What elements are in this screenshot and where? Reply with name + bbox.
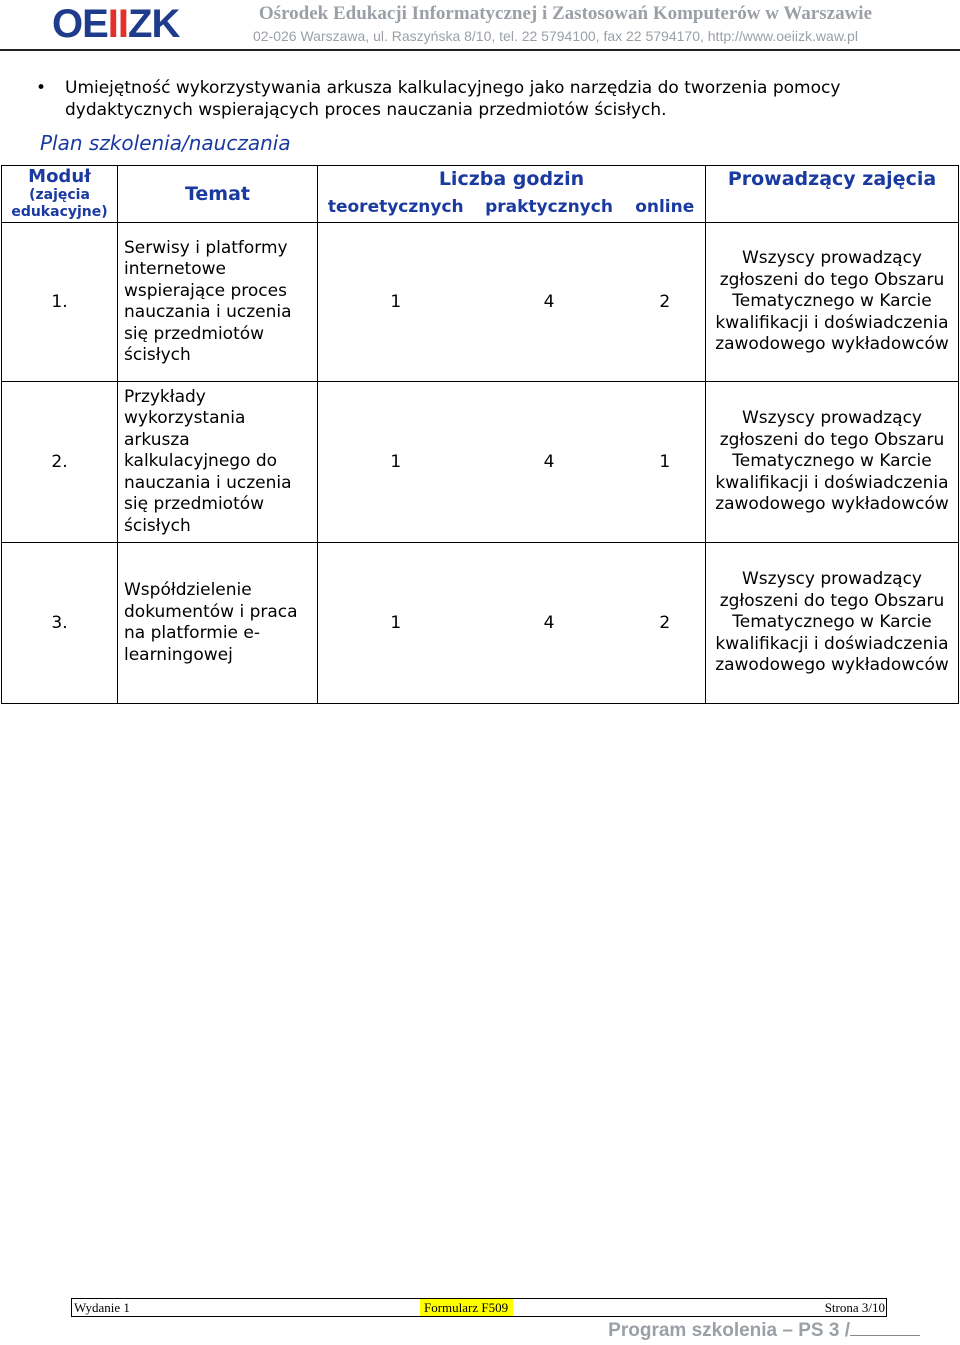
footer-edition: Wydanie 1 (74, 1300, 130, 1315)
row-number: 1. (2, 223, 118, 382)
row-lecturers: Wszyscy prowadzący zgłoszeni do tego Obszaru Tematycznego w Karcie kwalifikacji i doświadczenia zawodowego wykładowców (706, 223, 959, 382)
footer-program-title (608, 1320, 920, 1342)
header-divider (0, 49, 960, 51)
header-lecturers-spacer (706, 192, 959, 223)
header-lecturers: Prowadzący zajęcia (706, 166, 959, 193)
row-number: 3. (2, 543, 118, 704)
header-practice: praktycznych (474, 192, 625, 223)
header-module-sub: (zajęcia edukacyjne) (11, 187, 108, 220)
footer-page: Strona 3/10 (824, 1300, 885, 1315)
row-topic: Serwisy i platformy internetowe wspierające proces nauczania i uczenia się przedmiotów ścisłych (118, 223, 318, 382)
bullet-text: Umiejętność wykorzystywania arkusza kalkulacyjnego jako narzędzia do tworzenia pomocy dydaktycznych wspierających proces nauczania przedmiotów ścisłych. (65, 78, 841, 120)
logo-part-oe: OE (52, 2, 108, 46)
row-online-hours: 2 (625, 543, 706, 704)
header-topic: Temat (118, 166, 318, 223)
logo-part-zk: ZK (128, 2, 180, 46)
row-theory-hours: 1 (318, 223, 474, 382)
header-theory: teoretycznych (318, 192, 474, 223)
table-row (2, 543, 959, 704)
bullet-icon: • (36, 78, 47, 98)
organization-name: Ośrodek Edukacji Informatycznej i Zastosowań Komputerów w Warszawie (258, 3, 872, 24)
logo-text (52, 4, 179, 44)
header-module-label: Moduł (28, 166, 91, 187)
row-topic: Przykłady wykorzystania arkusza kalkulacyjnego do nauczania i uczenia się przedmiotów ścisłych (118, 382, 318, 543)
bullet-item (36, 77, 926, 121)
footer-box (71, 1298, 887, 1317)
training-plan-table (1, 165, 959, 704)
header-online: online (625, 192, 706, 223)
table-row (2, 382, 959, 543)
row-online-hours: 2 (625, 223, 706, 382)
row-practice-hours: 4 (474, 382, 625, 543)
row-topic: Współdzielenie dokumentów i praca na platformie e-learningowej (118, 543, 318, 704)
table-row (2, 223, 959, 382)
row-lecturers: Wszyscy prowadzący zgłoszeni do tego Obszaru Tematycznego w Karcie kwalifikacji i doświadczenia zawodowego wykładowców (706, 382, 959, 543)
row-lecturers: Wszyscy prowadzący zgłoszeni do tego Obszaru Tematycznego w Karcie kwalifikacji i doświadczenia zawodowego wykładowców (706, 543, 959, 704)
footer-form: Formularz F509 (420, 1299, 513, 1316)
footer-program-title-text: Program szkolenia – PS 3 / (608, 1320, 850, 1341)
footer-blank-line (850, 1321, 920, 1336)
section-title: Plan szkolenia/nauczania (40, 131, 291, 155)
logo-part-ii: II (107, 2, 129, 46)
page-header (0, 0, 960, 52)
header-module (2, 166, 118, 223)
row-practice-hours: 4 (474, 223, 625, 382)
row-theory-hours: 1 (318, 382, 474, 543)
row-number: 2. (2, 382, 118, 543)
row-theory-hours: 1 (318, 543, 474, 704)
header-hours: Liczba godzin (318, 166, 706, 193)
organization-address: 02-026 Warszawa, ul. Raszyńska 8/10, tel. 22 5794100, fax 22 5794170, http://www.oeiizk.waw.pl (253, 28, 858, 44)
row-practice-hours: 4 (474, 543, 625, 704)
oeiizk-logo (52, 4, 179, 44)
row-online-hours: 1 (625, 382, 706, 543)
